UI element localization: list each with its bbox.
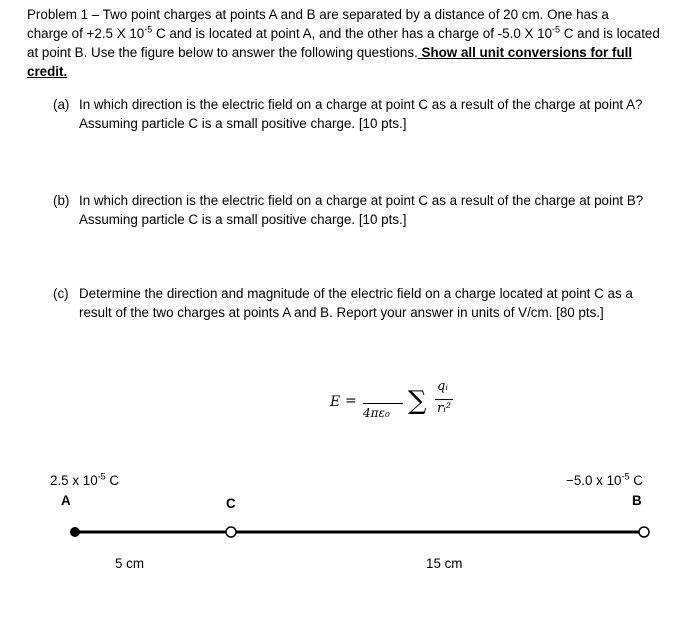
question-text-line1: Determine the direction and magnitude of the electric field on a charge located at point C as a <box>79 286 633 301</box>
emphasis-text-4: credit. <box>27 64 68 79</box>
formula-equals: = <box>345 393 357 409</box>
charge-b-value: −5.0 x 10 <box>566 473 622 488</box>
intro-text-1: Problem 1 – Two point charges at points A and B are separated by a distance of 20 cm. One has a <box>27 7 609 22</box>
intro-text-2a: charge of +2.5 X 10 <box>27 26 145 41</box>
point-c-dot <box>226 527 236 537</box>
exponent-a: -5 <box>144 24 153 35</box>
question-label: (b) <box>53 193 70 208</box>
charge-a-dot <box>70 527 80 537</box>
question-text-line1: In which direction is the electric field on a charge at point C as a result of the charge at point A? <box>79 97 643 112</box>
formula-numerator: qᵢ <box>437 379 448 394</box>
question-label: (c) <box>53 286 69 301</box>
emphasis-text-3b: Show all unit conversions for full <box>417 45 633 60</box>
intro-text-2c: C and is located <box>560 26 660 41</box>
charge-b-unit: C <box>629 473 643 488</box>
intro-text-3a: at point B. Use the figure below to answer the following questions. <box>27 45 418 60</box>
summation-symbol: ∑ <box>408 386 427 416</box>
formula-lhs: E <box>330 394 341 410</box>
distance-cb-label: 15 cm <box>426 556 463 571</box>
question-text-line2: Assuming particle C is a small positive charge. [10 pts.] <box>79 212 407 227</box>
distance-ac-label: 5 cm <box>115 556 145 571</box>
point-a-label: A <box>61 493 71 508</box>
formula-denominator: 4πε₀ <box>363 406 390 420</box>
formula-denominator-2: rᵢ² <box>437 401 452 416</box>
point-b-label: B <box>632 493 642 508</box>
question-text-line2: Assuming particle C is a small positive charge. [10 pts.] <box>79 116 407 131</box>
charge-a-value: 2.5 x 10 <box>50 473 98 488</box>
intro-text-2b: C and is located at point A, and the other has a charge of -5.0 X 10 <box>152 26 553 41</box>
charge-a-unit: C <box>105 473 120 488</box>
charge-a-exponent: -5 <box>97 471 106 482</box>
question-text-line1: In which direction is the electric field on a charge at point C as a result of the charge at point B? <box>79 193 644 208</box>
charge-b-exponent: -5 <box>621 471 630 482</box>
question-text-line2: result of the two charges at points A and B. Report your answer in units of V/cm. [80 pts.] <box>79 305 604 320</box>
exponent-b: -5 <box>552 24 561 35</box>
charge-b-dot <box>639 527 649 537</box>
question-label: (a) <box>53 97 70 112</box>
point-c-label: C <box>226 496 236 511</box>
